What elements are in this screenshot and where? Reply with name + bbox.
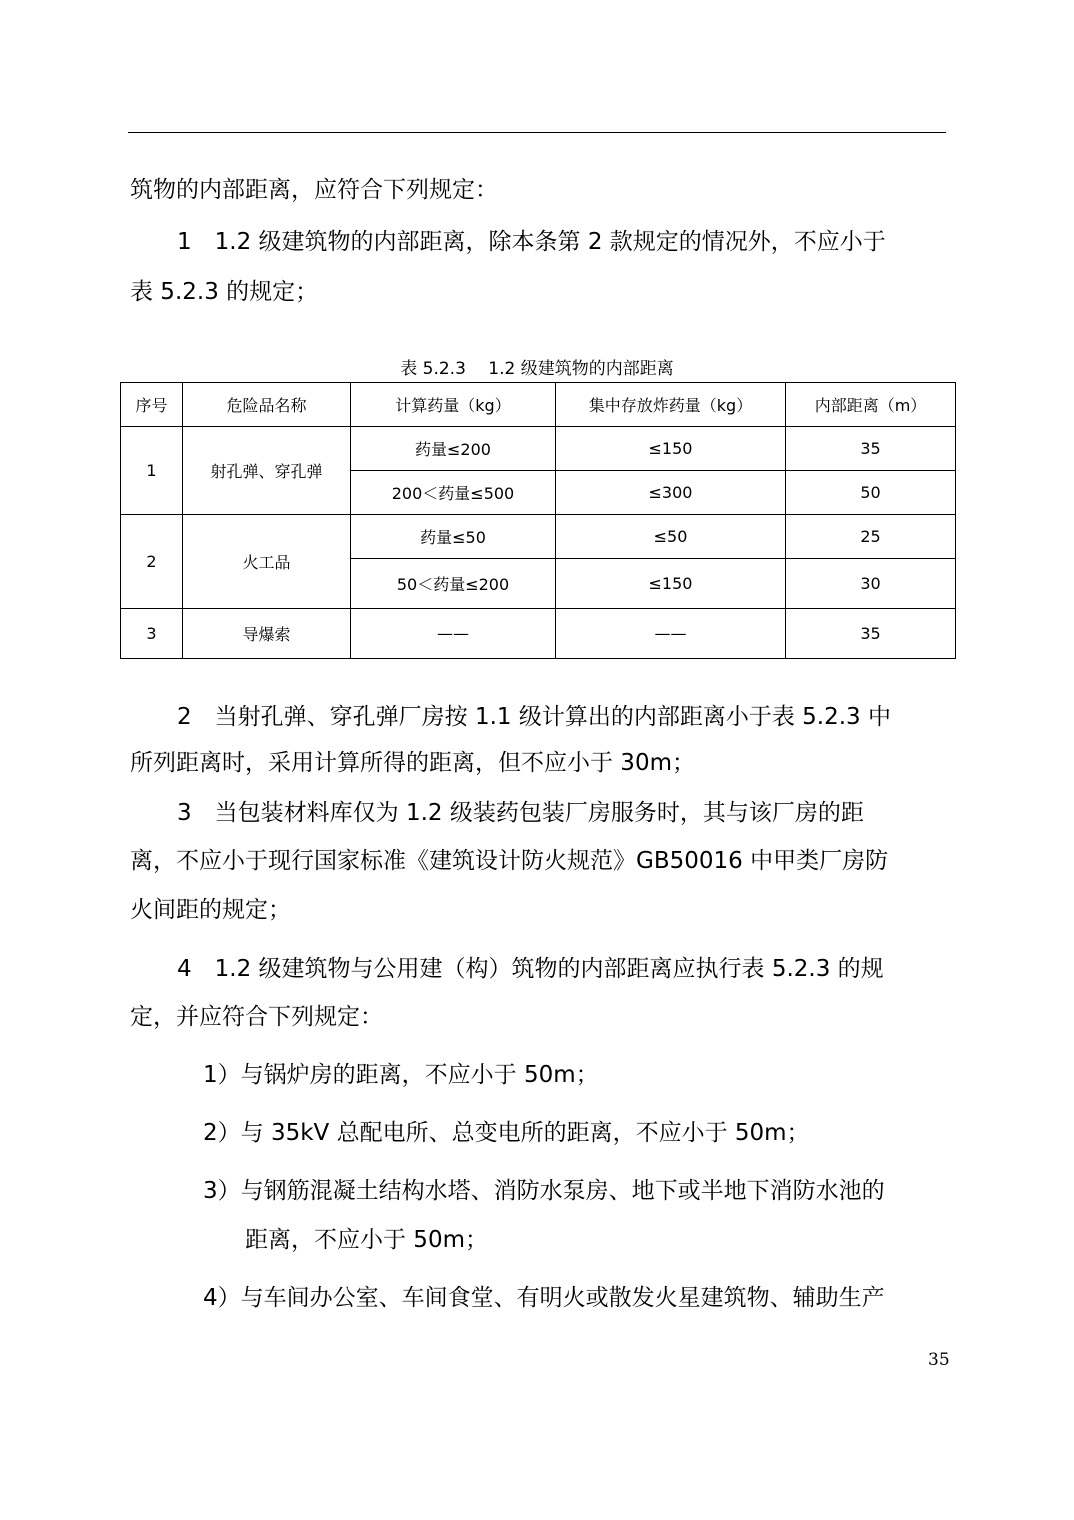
table-header-row [121,383,956,427]
header-cell: 内部距离（m） [786,383,956,427]
table-row [121,427,956,471]
header-cell: 集中存放炸药量（kg） [556,383,786,427]
page-number: 35 [928,1350,950,1370]
stored-amount-cell: ≤50 [556,515,786,559]
header-cell: 危险品名称 [183,383,351,427]
list-item: 2）与 35kV 总配电所、总变电所的距离，不应小于 50m； [203,1120,810,1146]
distance-cell: 50 [786,471,956,515]
paragraph-line: 所列距离时，采用计算所得的距离，但不应小于 30m； [130,750,695,776]
calc-amount-cell: 药量≤200 [351,427,556,471]
distance-cell: 25 [786,515,956,559]
header-cell: 序号 [121,383,183,427]
distance-cell: 30 [786,559,956,609]
list-item: 4）与车间办公室、车间食堂、有明火或散发火星建筑物、辅助生产 [203,1285,885,1311]
calc-amount-cell: 50＜药量≤200 [351,559,556,609]
table-row [121,609,956,659]
calc-amount-cell: —— [351,609,556,659]
paragraph-line: 4 1.2 级建筑物与公用建（构）筑物的内部距离应执行表 5.2.3 的规 [154,956,884,982]
serial-cell: 3 [121,609,183,659]
list-item: 1）与锅炉房的距离，不应小于 50m； [203,1062,599,1088]
paragraph-line: 离，不应小于现行国家标准《建筑设计防火规范》GB50016 中甲类厂房防 [130,848,889,874]
paragraph-line: 定，并应符合下列规定： [130,1004,383,1030]
paragraph-line: 火间距的规定； [130,897,291,923]
list-item: 3）与钢筋混凝土结构水塔、消防水泵房、地下或半地下消防水池的 [203,1178,885,1204]
paragraph-line: 筑物的内部距离，应符合下列规定： [130,177,498,203]
header-rule [128,132,946,133]
calc-amount-cell: 药量≤50 [351,515,556,559]
distance-cell: 35 [786,427,956,471]
distance-cell: 35 [786,609,956,659]
table-caption: 表 5.2.3 1.2 级建筑物的内部距离 [400,359,674,379]
stored-amount-cell: ≤300 [556,471,786,515]
stored-amount-cell: ≤150 [556,427,786,471]
paragraph-line: 3 当包装材料库仅为 1.2 级装药包装厂房服务时，其与该厂房的距 [154,800,864,826]
hazard-name-cell: 火工品 [183,515,351,609]
paragraph-line: 2 当射孔弹、穿孔弹厂房按 1.1 级计算出的内部距离小于表 5.2.3 中 [154,704,891,730]
paragraph-line: 表 5.2.3 的规定； [130,279,319,305]
hazard-name-cell: 射孔弹、穿孔弹 [183,427,351,515]
stored-amount-cell: ≤150 [556,559,786,609]
serial-cell: 1 [121,427,183,515]
calc-amount-cell: 200＜药量≤500 [351,471,556,515]
list-item: 距离，不应小于 50m； [245,1227,488,1253]
internal-distance-table [120,382,956,659]
header-cell: 计算药量（kg） [351,383,556,427]
table-row [121,515,956,559]
stored-amount-cell: —— [556,609,786,659]
serial-cell: 2 [121,515,183,609]
hazard-name-cell: 导爆索 [183,609,351,659]
paragraph-line: 1 1.2 级建筑物的内部距离，除本条第 2 款规定的情况外，不应小于 [154,229,886,255]
